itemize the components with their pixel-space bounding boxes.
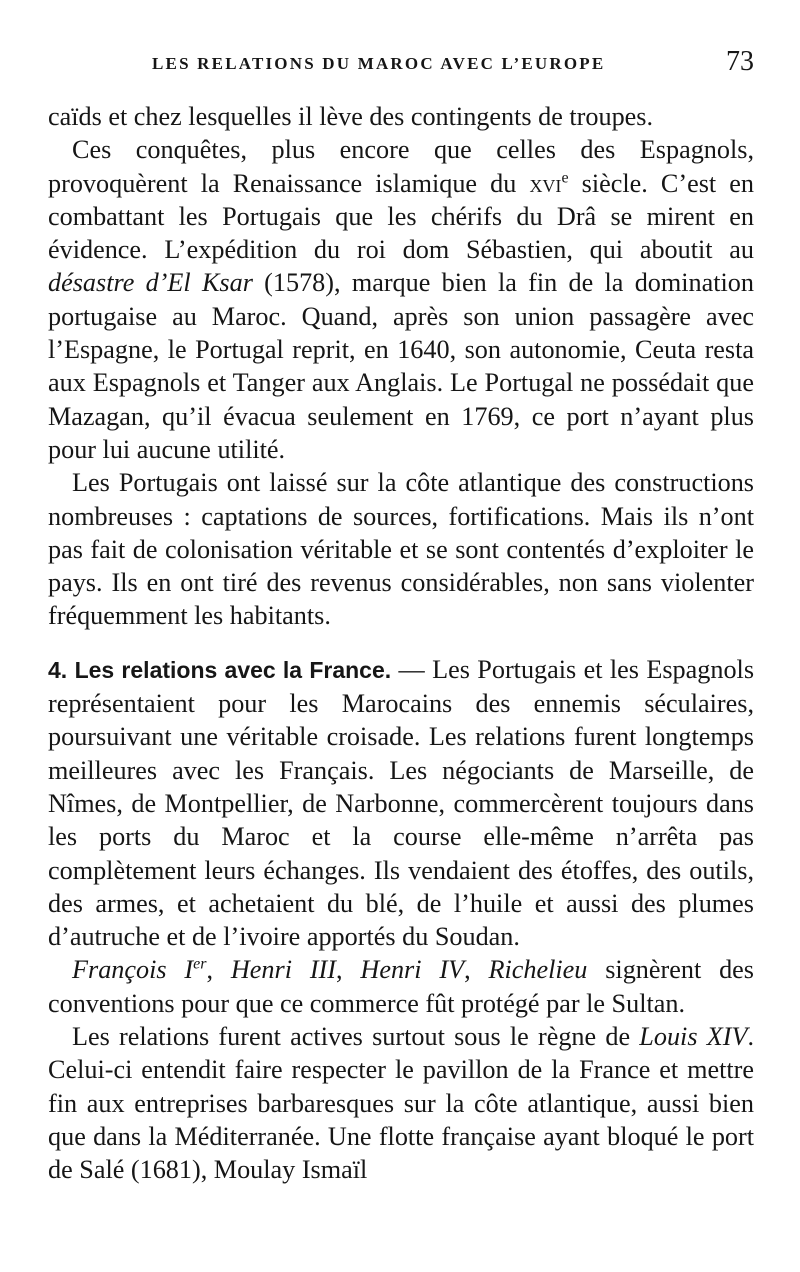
- paragraph-text: Les Portugais et les Espagnols représentaient pour les Marocains des ennemis séculaires, poursuivant une véritable croisade. Les relations furent longtemps meilleures avec les Français. Les négociants de Marseille, de Nîmes, de Montpellier, de Narbonne, commercèrent toujours dans les ports du Maroc et la course elle-même n’arrêta pas complètement leurs échanges. Ils vendaient des étoffes, des outils, des armes, et achetaient du blé, de l’huile et aussi des plumes d’autruche et de l’ivoire apportés du Soudan.: [48, 654, 755, 952]
- page-number: 73: [726, 46, 754, 77]
- paragraph-text: Les Portugais ont laissé sur la côte atlantique des constructions nombreuses : captations de sources, fortifications. Mais ils n’ont pas fait de colonisation véritable et se sont contentés d’exploiter le pays. Ils en ont tiré des revenus considérables, non sans violenter fréquemment les habitants.: [48, 468, 754, 631]
- paragraph-text: siècle. C’est en combattant les Portugais que les chérifs du Drâ se mirent en évidence. L’expédition du roi dom Sébastien, qui aboutit au: [48, 168, 754, 265]
- section-heading-paragraph: [48, 653, 754, 954]
- century-numeral: xvi: [529, 168, 562, 198]
- paragraph-text: Les relations furent actives surtout sous le règne de: [72, 1022, 640, 1052]
- page-body: [48, 100, 754, 1187]
- name-richelieu: Richelieu: [488, 955, 588, 985]
- separator: ,: [336, 955, 361, 985]
- name-louis-xiv: Louis XIV: [639, 1022, 748, 1052]
- paragraph-text: signèrent des conventions pour que ce commerce fût protégé par le Sultan.: [48, 955, 754, 1018]
- section-number: 4.: [48, 656, 68, 683]
- paragraph-text: (1578), marque bien la fin de la domination portugaise au Maroc. Quand, après son union passagère avec l’Espagne, le Portugal reprit, en 1640, son autonomie, Ceuta resta aux Espagnols et Tanger aux Anglais. Le Portugal ne possédait que Mazagan, qu’il évacua seulement en 1769, ce port n’ayant plus pour lui aucune utilité.: [48, 268, 754, 464]
- paragraph-continuation: [48, 100, 754, 133]
- paragraph-conventions: [48, 953, 754, 1020]
- paragraph-text: Ces conquêtes, plus encore que celles des Espagnols, provoquèrent la Renaissance islamique du: [48, 135, 754, 198]
- italic-phrase: désastre d’El Ksar: [48, 268, 253, 298]
- name-henri-iii: Henri III: [230, 955, 336, 985]
- paragraph-louis-xiv: [48, 1020, 754, 1186]
- page-header: [48, 46, 754, 86]
- section-dash: —: [391, 654, 433, 684]
- section-title: Les relations avec la France.: [74, 656, 392, 683]
- paragraph-text: . Celui-ci entendit faire respecter le pavillon de la France et mettre fin aux entreprises barbaresques sur la côte atlantique, aussi bien que dans la Méditerranée. Une flotte française ayant bloqué le port de Salé (1681), Moulay Ismaïl: [48, 1022, 754, 1185]
- francois-superscript: er: [193, 955, 207, 973]
- paragraph-constructions: [48, 466, 754, 632]
- paragraph-text: caïds et chez lesquelles il lève des contingents de troupes.: [48, 102, 654, 131]
- separator: ,: [464, 955, 489, 985]
- separator: ,: [206, 955, 231, 985]
- century-superscript: e: [561, 168, 569, 186]
- running-title: LES RELATIONS DU MAROC AVEC L’EUROPE: [152, 54, 606, 73]
- paragraph-conquests: [48, 133, 754, 466]
- name-francois: François I: [72, 955, 194, 985]
- name-henri-iv: Henri IV: [360, 955, 465, 985]
